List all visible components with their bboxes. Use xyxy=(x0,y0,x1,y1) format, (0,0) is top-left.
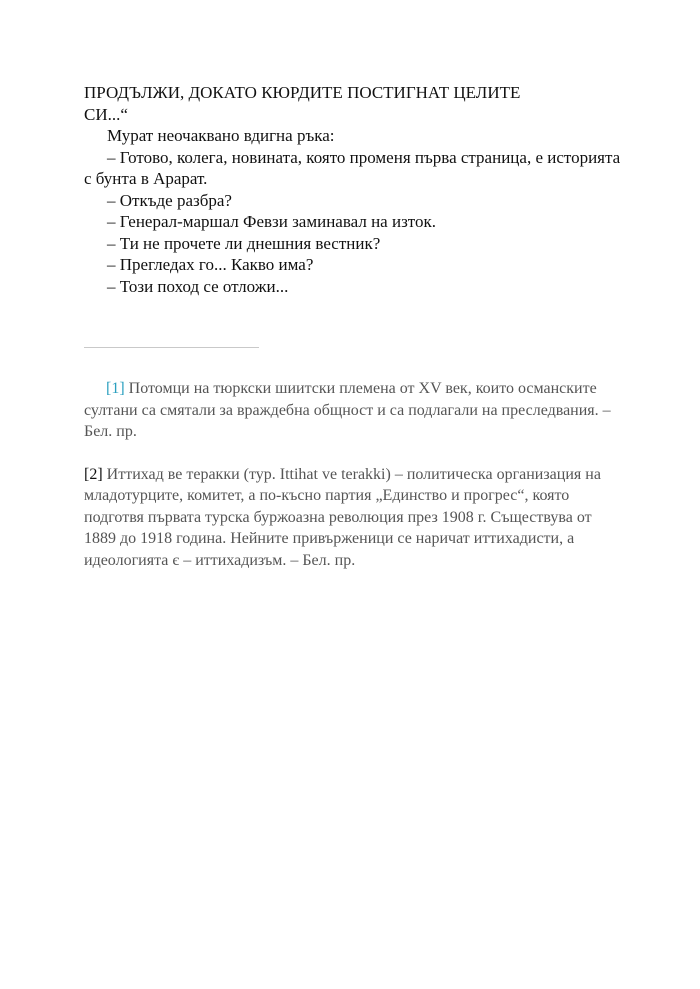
paragraph: – Откъде разбра? xyxy=(107,190,232,210)
paragraph: – Генерал-маршал Февзи заминавал на изток. xyxy=(107,212,436,231)
paragraph: – Този поход се отложи... xyxy=(107,276,289,296)
main-text-block xyxy=(84,82,624,297)
footnotes-block xyxy=(84,378,624,571)
text-line-heading-2: СИ...“ xyxy=(84,104,128,124)
footnote-1-text: Потомци на тюркски шиитски племена от XV век, които османските султани са смятали за враждебна общност и са подлагали на преследвания. – Бел. пр. xyxy=(84,380,611,440)
paragraph: – Готово, колега, новината, която променя първа страница, е историята с бунта в Арарат. xyxy=(84,147,621,188)
paragraph: – Ти не прочете ли днешния вестник? xyxy=(107,233,381,253)
footnote-2-text: Иттихад ве теракки (тур. Ittihat ve terakki) – политическа организация на младотурците, комитет, а по-късно партия „Единство и прогрес“, която подготвя първата турска буржоазна революция през 1908 г. Съществува от 1889 до 1918 година. Нейните привърженици се наричат иттихадисти, а идеологията є – иттихадизъм. – Бел. пр. xyxy=(84,465,601,569)
text-line-heading-1: ПРОДЪЛЖИ, ДОКАТО КЮРДИТЕ ПОСТИГНАТ ЦЕЛИТЕ xyxy=(84,83,521,102)
footnote-2-ref: [2] xyxy=(84,465,103,483)
footnote-1-backlink[interactable]: [1] xyxy=(106,380,125,397)
footnote-separator xyxy=(84,347,259,348)
paragraph: Мурат неочаквано вдигна ръка: xyxy=(107,126,335,145)
paragraph: – Прегледах го... Какво има? xyxy=(107,255,314,274)
footnote-1 xyxy=(84,378,624,443)
footnote-2 xyxy=(84,464,624,572)
